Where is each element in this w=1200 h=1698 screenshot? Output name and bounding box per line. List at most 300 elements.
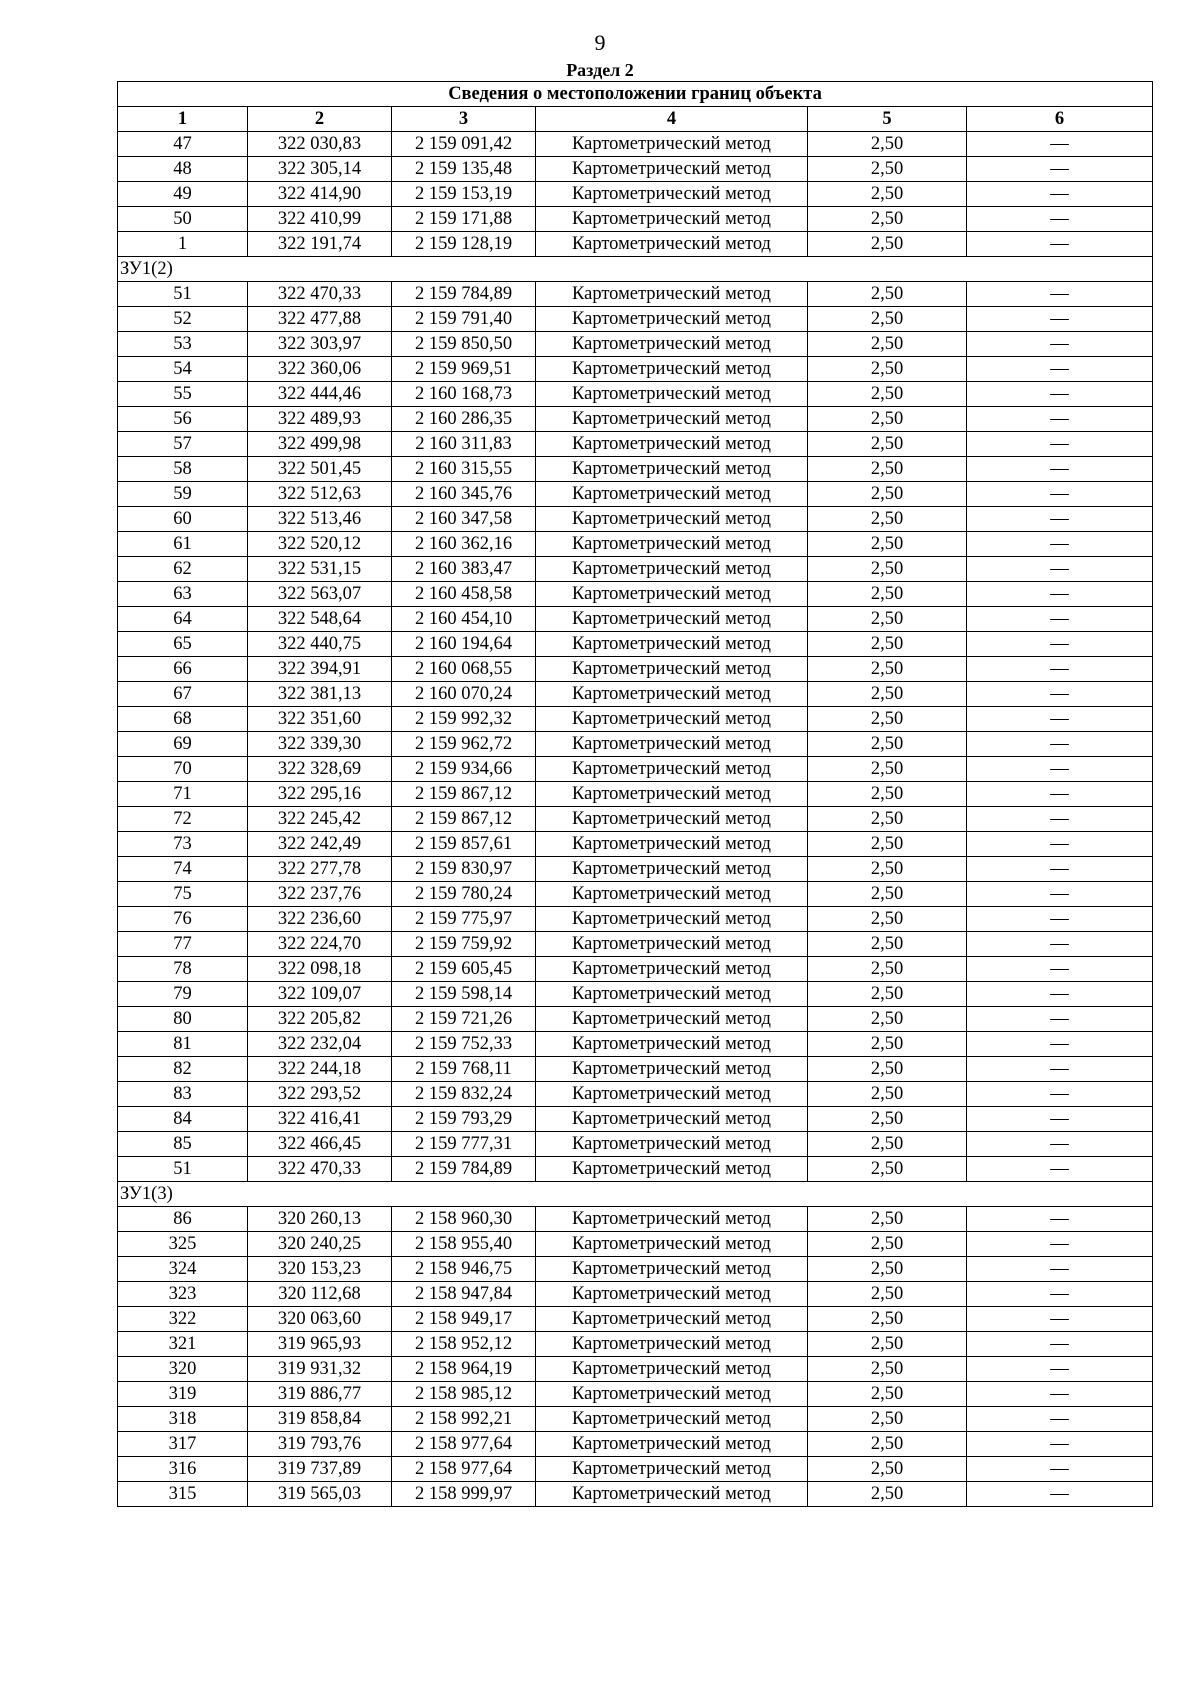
point-number-cell: 56 xyxy=(118,407,248,432)
x-coordinate-cell: 322 499,98 xyxy=(248,432,392,457)
table-row xyxy=(118,882,1153,907)
table-row xyxy=(118,482,1153,507)
x-coordinate-cell: 322 245,42 xyxy=(248,807,392,832)
y-coordinate-cell: 2 159 721,26 xyxy=(392,1007,536,1032)
x-coordinate-cell: 322 360,06 xyxy=(248,357,392,382)
point-number-cell: 57 xyxy=(118,432,248,457)
method-cell: Картометрический метод xyxy=(536,132,808,157)
column-header: 3 xyxy=(392,107,536,132)
point-number-cell: 83 xyxy=(118,1082,248,1107)
x-coordinate-cell: 322 477,88 xyxy=(248,307,392,332)
note-cell: — xyxy=(967,832,1153,857)
y-coordinate-cell: 2 159 135,48 xyxy=(392,157,536,182)
table-row xyxy=(118,757,1153,782)
table-row xyxy=(118,132,1153,157)
table-row xyxy=(118,907,1153,932)
point-number-cell: 69 xyxy=(118,732,248,757)
method-cell: Картометрический метод xyxy=(536,1257,808,1282)
method-cell: Картометрический метод xyxy=(536,182,808,207)
point-number-cell: 66 xyxy=(118,657,248,682)
point-number-cell: 80 xyxy=(118,1007,248,1032)
accuracy-cell: 2,50 xyxy=(808,707,967,732)
accuracy-cell: 2,50 xyxy=(808,457,967,482)
x-coordinate-cell: 320 112,68 xyxy=(248,1282,392,1307)
x-coordinate-cell: 322 191,74 xyxy=(248,232,392,257)
note-cell: — xyxy=(967,532,1153,557)
accuracy-cell: 2,50 xyxy=(808,482,967,507)
y-coordinate-cell: 2 159 867,12 xyxy=(392,782,536,807)
method-cell: Картометрический метод xyxy=(536,632,808,657)
note-cell: — xyxy=(967,132,1153,157)
point-number-cell: 316 xyxy=(118,1457,248,1482)
y-coordinate-cell: 2 160 315,55 xyxy=(392,457,536,482)
point-number-cell: 73 xyxy=(118,832,248,857)
y-coordinate-cell: 2 160 311,83 xyxy=(392,432,536,457)
note-cell: — xyxy=(967,657,1153,682)
table-row xyxy=(118,282,1153,307)
accuracy-cell: 2,50 xyxy=(808,332,967,357)
y-coordinate-cell: 2 159 784,89 xyxy=(392,1157,536,1182)
accuracy-cell: 2,50 xyxy=(808,282,967,307)
y-coordinate-cell: 2 158 955,40 xyxy=(392,1232,536,1257)
point-number-cell: 324 xyxy=(118,1257,248,1282)
y-coordinate-cell: 2 160 383,47 xyxy=(392,557,536,582)
method-cell: Картометрический метод xyxy=(536,1432,808,1457)
accuracy-cell: 2,50 xyxy=(808,382,967,407)
accuracy-cell: 2,50 xyxy=(808,582,967,607)
table-row xyxy=(118,657,1153,682)
method-cell: Картометрический метод xyxy=(536,157,808,182)
table-row xyxy=(118,957,1153,982)
method-cell: Картометрический метод xyxy=(536,1332,808,1357)
point-number-cell: 54 xyxy=(118,357,248,382)
accuracy-cell: 2,50 xyxy=(808,157,967,182)
y-coordinate-cell: 2 159 752,33 xyxy=(392,1032,536,1057)
method-cell: Картометрический метод xyxy=(536,407,808,432)
table-row xyxy=(118,457,1153,482)
accuracy-cell: 2,50 xyxy=(808,1107,967,1132)
note-cell: — xyxy=(967,857,1153,882)
y-coordinate-cell: 2 159 768,11 xyxy=(392,1057,536,1082)
method-cell: Картометрический метод xyxy=(536,807,808,832)
point-number-cell: 49 xyxy=(118,182,248,207)
y-coordinate-cell: 2 159 992,32 xyxy=(392,707,536,732)
point-number-cell: 82 xyxy=(118,1057,248,1082)
y-coordinate-cell: 2 158 960,30 xyxy=(392,1207,536,1232)
x-coordinate-cell: 322 444,46 xyxy=(248,382,392,407)
table-row xyxy=(118,1157,1153,1182)
x-coordinate-cell: 322 351,60 xyxy=(248,707,392,732)
y-coordinate-cell: 2 160 362,16 xyxy=(392,532,536,557)
x-coordinate-cell: 322 381,13 xyxy=(248,682,392,707)
table-caption: Сведения о местоположении границ объекта xyxy=(118,82,1153,107)
accuracy-cell: 2,50 xyxy=(808,507,967,532)
x-coordinate-cell: 322 416,41 xyxy=(248,1107,392,1132)
accuracy-cell: 2,50 xyxy=(808,407,967,432)
accuracy-cell: 2,50 xyxy=(808,357,967,382)
table-caption-row xyxy=(118,82,1153,107)
y-coordinate-cell: 2 158 977,64 xyxy=(392,1457,536,1482)
y-coordinate-cell: 2 160 347,58 xyxy=(392,507,536,532)
table-row xyxy=(118,1482,1153,1507)
accuracy-cell: 2,50 xyxy=(808,1257,967,1282)
point-number-cell: 86 xyxy=(118,1207,248,1232)
point-number-cell: 318 xyxy=(118,1407,248,1432)
point-number-cell: 74 xyxy=(118,857,248,882)
accuracy-cell: 2,50 xyxy=(808,1457,967,1482)
table-row xyxy=(118,807,1153,832)
point-number-cell: 76 xyxy=(118,907,248,932)
point-number-cell: 81 xyxy=(118,1032,248,1057)
note-cell: — xyxy=(967,732,1153,757)
point-number-cell: 79 xyxy=(118,982,248,1007)
column-header: 6 xyxy=(967,107,1153,132)
y-coordinate-cell: 2 159 867,12 xyxy=(392,807,536,832)
y-coordinate-cell: 2 159 857,61 xyxy=(392,832,536,857)
note-cell: — xyxy=(967,1207,1153,1232)
table-row xyxy=(118,1257,1153,1282)
section-title: Раздел 2 xyxy=(566,60,634,80)
accuracy-cell: 2,50 xyxy=(808,1432,967,1457)
method-cell: Картометрический метод xyxy=(536,832,808,857)
note-cell: — xyxy=(967,207,1153,232)
point-number-cell: 319 xyxy=(118,1382,248,1407)
table-row xyxy=(118,332,1153,357)
method-cell: Картометрический метод xyxy=(536,857,808,882)
table-row xyxy=(118,1032,1153,1057)
accuracy-cell: 2,50 xyxy=(808,782,967,807)
point-number-cell: 67 xyxy=(118,682,248,707)
y-coordinate-cell: 2 159 962,72 xyxy=(392,732,536,757)
y-coordinate-cell: 2 159 153,19 xyxy=(392,182,536,207)
note-cell: — xyxy=(967,632,1153,657)
x-coordinate-cell: 322 410,99 xyxy=(248,207,392,232)
method-cell: Картометрический метод xyxy=(536,932,808,957)
note-cell: — xyxy=(967,1482,1153,1507)
y-coordinate-cell: 2 159 791,40 xyxy=(392,307,536,332)
table-row xyxy=(118,307,1153,332)
table-row xyxy=(118,1407,1153,1432)
y-coordinate-cell: 2 159 775,97 xyxy=(392,907,536,932)
x-coordinate-cell: 322 236,60 xyxy=(248,907,392,932)
point-number-cell: 58 xyxy=(118,457,248,482)
table-row xyxy=(118,1207,1153,1232)
note-cell: — xyxy=(967,1357,1153,1382)
point-number-cell: 55 xyxy=(118,382,248,407)
y-coordinate-cell: 2 160 345,76 xyxy=(392,482,536,507)
accuracy-cell: 2,50 xyxy=(808,132,967,157)
y-coordinate-cell: 2 159 830,97 xyxy=(392,857,536,882)
y-coordinate-cell: 2 160 458,58 xyxy=(392,582,536,607)
x-coordinate-cell: 322 224,70 xyxy=(248,932,392,957)
x-coordinate-cell: 319 931,32 xyxy=(248,1357,392,1382)
x-coordinate-cell: 322 303,97 xyxy=(248,332,392,357)
method-cell: Картометрический метод xyxy=(536,582,808,607)
y-coordinate-cell: 2 159 969,51 xyxy=(392,357,536,382)
note-cell: — xyxy=(967,782,1153,807)
method-cell: Картометрический метод xyxy=(536,1232,808,1257)
table-row xyxy=(118,707,1153,732)
accuracy-cell: 2,50 xyxy=(808,1382,967,1407)
point-number-cell: 59 xyxy=(118,482,248,507)
y-coordinate-cell: 2 159 605,45 xyxy=(392,957,536,982)
method-cell: Картометрический метод xyxy=(536,732,808,757)
method-cell: Картометрический метод xyxy=(536,1407,808,1432)
note-cell: — xyxy=(967,232,1153,257)
y-coordinate-cell: 2 159 934,66 xyxy=(392,757,536,782)
table-row xyxy=(118,1357,1153,1382)
note-cell: — xyxy=(967,507,1153,532)
note-cell: — xyxy=(967,582,1153,607)
point-number-cell: 70 xyxy=(118,757,248,782)
y-coordinate-cell: 2 158 992,21 xyxy=(392,1407,536,1432)
y-coordinate-cell: 2 159 780,24 xyxy=(392,882,536,907)
point-number-cell: 1 xyxy=(118,232,248,257)
accuracy-cell: 2,50 xyxy=(808,1232,967,1257)
note-cell: — xyxy=(967,182,1153,207)
method-cell: Картометрический метод xyxy=(536,432,808,457)
point-number-cell: 64 xyxy=(118,607,248,632)
note-cell: — xyxy=(967,932,1153,957)
point-number-cell: 78 xyxy=(118,957,248,982)
method-cell: Картометрический метод xyxy=(536,957,808,982)
y-coordinate-cell: 2 158 985,12 xyxy=(392,1382,536,1407)
x-coordinate-cell: 320 153,23 xyxy=(248,1257,392,1282)
note-cell: — xyxy=(967,682,1153,707)
note-cell: — xyxy=(967,1057,1153,1082)
accuracy-cell: 2,50 xyxy=(808,757,967,782)
method-cell: Картометрический метод xyxy=(536,1207,808,1232)
x-coordinate-cell: 322 531,15 xyxy=(248,557,392,582)
method-cell: Картометрический метод xyxy=(536,557,808,582)
table-body xyxy=(118,132,1153,1507)
note-cell: — xyxy=(967,1007,1153,1032)
table-row xyxy=(118,1232,1153,1257)
note-cell: — xyxy=(967,757,1153,782)
accuracy-cell: 2,50 xyxy=(808,1482,967,1507)
x-coordinate-cell: 320 063,60 xyxy=(248,1307,392,1332)
accuracy-cell: 2,50 xyxy=(808,432,967,457)
x-coordinate-cell: 319 858,84 xyxy=(248,1407,392,1432)
table-row xyxy=(118,582,1153,607)
x-coordinate-cell: 320 260,13 xyxy=(248,1207,392,1232)
note-cell: — xyxy=(967,1157,1153,1182)
x-coordinate-cell: 322 414,90 xyxy=(248,182,392,207)
point-number-cell: 50 xyxy=(118,207,248,232)
y-coordinate-cell: 2 158 947,84 xyxy=(392,1282,536,1307)
column-header: 2 xyxy=(248,107,392,132)
note-cell: — xyxy=(967,957,1153,982)
table-row xyxy=(118,1107,1153,1132)
note-cell: — xyxy=(967,282,1153,307)
method-cell: Картометрический метод xyxy=(536,232,808,257)
note-cell: — xyxy=(967,1432,1153,1457)
method-cell: Картометрический метод xyxy=(536,207,808,232)
note-cell: — xyxy=(967,1332,1153,1357)
table-row xyxy=(118,182,1153,207)
table-row xyxy=(118,557,1153,582)
x-coordinate-cell: 322 030,83 xyxy=(248,132,392,157)
note-cell: — xyxy=(967,1082,1153,1107)
point-number-cell: 51 xyxy=(118,282,248,307)
accuracy-cell: 2,50 xyxy=(808,1082,967,1107)
column-header: 5 xyxy=(808,107,967,132)
y-coordinate-cell: 2 158 964,19 xyxy=(392,1357,536,1382)
x-coordinate-cell: 322 305,14 xyxy=(248,157,392,182)
method-cell: Картометрический метод xyxy=(536,457,808,482)
note-cell: — xyxy=(967,1382,1153,1407)
method-cell: Картометрический метод xyxy=(536,1132,808,1157)
method-cell: Картометрический метод xyxy=(536,482,808,507)
table-row xyxy=(118,632,1153,657)
y-coordinate-cell: 2 160 168,73 xyxy=(392,382,536,407)
table-row xyxy=(118,407,1153,432)
method-cell: Картометрический метод xyxy=(536,707,808,732)
table-row xyxy=(118,932,1153,957)
accuracy-cell: 2,50 xyxy=(808,1157,967,1182)
accuracy-cell: 2,50 xyxy=(808,1282,967,1307)
point-number-cell: 60 xyxy=(118,507,248,532)
accuracy-cell: 2,50 xyxy=(808,907,967,932)
accuracy-cell: 2,50 xyxy=(808,1207,967,1232)
point-number-cell: 72 xyxy=(118,807,248,832)
table-row xyxy=(118,432,1153,457)
point-number-cell: 62 xyxy=(118,557,248,582)
accuracy-cell: 2,50 xyxy=(808,1132,967,1157)
note-cell: — xyxy=(967,1407,1153,1432)
method-cell: Картометрический метод xyxy=(536,507,808,532)
accuracy-cell: 2,50 xyxy=(808,1357,967,1382)
accuracy-cell: 2,50 xyxy=(808,182,967,207)
x-coordinate-cell: 322 520,12 xyxy=(248,532,392,557)
table-row xyxy=(118,732,1153,757)
method-cell: Картометрический метод xyxy=(536,907,808,932)
accuracy-cell: 2,50 xyxy=(808,232,967,257)
parcel-group-label: ЗУ1(2) xyxy=(118,257,1153,282)
column-header: 4 xyxy=(536,107,808,132)
y-coordinate-cell: 2 159 091,42 xyxy=(392,132,536,157)
x-coordinate-cell: 319 886,77 xyxy=(248,1382,392,1407)
x-coordinate-cell: 322 470,33 xyxy=(248,1157,392,1182)
note-cell: — xyxy=(967,382,1153,407)
method-cell: Картометрический метод xyxy=(536,307,808,332)
x-coordinate-cell: 319 565,03 xyxy=(248,1482,392,1507)
accuracy-cell: 2,50 xyxy=(808,882,967,907)
accuracy-cell: 2,50 xyxy=(808,1057,967,1082)
method-cell: Картометрический метод xyxy=(536,1057,808,1082)
method-cell: Картометрический метод xyxy=(536,382,808,407)
note-cell: — xyxy=(967,407,1153,432)
note-cell: — xyxy=(967,982,1153,1007)
table-row xyxy=(118,982,1153,1007)
x-coordinate-cell: 322 232,04 xyxy=(248,1032,392,1057)
y-coordinate-cell: 2 159 759,92 xyxy=(392,932,536,957)
parcel-group-row xyxy=(118,1182,1153,1207)
x-coordinate-cell: 320 240,25 xyxy=(248,1232,392,1257)
note-cell: — xyxy=(967,807,1153,832)
method-cell: Картометрический метод xyxy=(536,757,808,782)
y-coordinate-cell: 2 159 784,89 xyxy=(392,282,536,307)
note-cell: — xyxy=(967,157,1153,182)
note-cell: — xyxy=(967,557,1153,582)
x-coordinate-cell: 319 965,93 xyxy=(248,1332,392,1357)
table-row xyxy=(118,1307,1153,1332)
table-row xyxy=(118,157,1153,182)
point-number-cell: 320 xyxy=(118,1357,248,1382)
method-cell: Картометрический метод xyxy=(536,1082,808,1107)
accuracy-cell: 2,50 xyxy=(808,832,967,857)
y-coordinate-cell: 2 159 850,50 xyxy=(392,332,536,357)
method-cell: Картометрический метод xyxy=(536,1007,808,1032)
x-coordinate-cell: 322 237,76 xyxy=(248,882,392,907)
x-coordinate-cell: 322 244,18 xyxy=(248,1057,392,1082)
x-coordinate-cell: 322 470,33 xyxy=(248,282,392,307)
accuracy-cell: 2,50 xyxy=(808,532,967,557)
y-coordinate-cell: 2 158 977,64 xyxy=(392,1432,536,1457)
table-row xyxy=(118,207,1153,232)
point-number-cell: 53 xyxy=(118,332,248,357)
x-coordinate-cell: 322 394,91 xyxy=(248,657,392,682)
point-number-cell: 85 xyxy=(118,1132,248,1157)
y-coordinate-cell: 2 160 286,35 xyxy=(392,407,536,432)
table-row xyxy=(118,1382,1153,1407)
x-coordinate-cell: 322 293,52 xyxy=(248,1082,392,1107)
table-row xyxy=(118,232,1153,257)
method-cell: Картометрический метод xyxy=(536,782,808,807)
note-cell: — xyxy=(967,1257,1153,1282)
accuracy-cell: 2,50 xyxy=(808,607,967,632)
point-number-cell: 48 xyxy=(118,157,248,182)
x-coordinate-cell: 322 563,07 xyxy=(248,582,392,607)
table-row xyxy=(118,1282,1153,1307)
method-cell: Картометрический метод xyxy=(536,982,808,1007)
accuracy-cell: 2,50 xyxy=(808,1407,967,1432)
table-row xyxy=(118,357,1153,382)
point-number-cell: 63 xyxy=(118,582,248,607)
accuracy-cell: 2,50 xyxy=(808,807,967,832)
point-number-cell: 77 xyxy=(118,932,248,957)
parcel-group-label: ЗУ1(3) xyxy=(118,1182,1153,1207)
note-cell: — xyxy=(967,1282,1153,1307)
note-cell: — xyxy=(967,432,1153,457)
note-cell: — xyxy=(967,1307,1153,1332)
x-coordinate-cell: 322 277,78 xyxy=(248,857,392,882)
point-number-cell: 47 xyxy=(118,132,248,157)
column-header: 1 xyxy=(118,107,248,132)
table-row xyxy=(118,532,1153,557)
note-cell: — xyxy=(967,1132,1153,1157)
note-cell: — xyxy=(967,607,1153,632)
y-coordinate-cell: 2 158 949,17 xyxy=(392,1307,536,1332)
page-number: 9 xyxy=(594,30,606,55)
note-cell: — xyxy=(967,1107,1153,1132)
note-cell: — xyxy=(967,1032,1153,1057)
table-row xyxy=(118,1057,1153,1082)
table-row xyxy=(118,607,1153,632)
y-coordinate-cell: 2 160 454,10 xyxy=(392,607,536,632)
x-coordinate-cell: 322 501,45 xyxy=(248,457,392,482)
accuracy-cell: 2,50 xyxy=(808,957,967,982)
x-coordinate-cell: 319 793,76 xyxy=(248,1432,392,1457)
point-number-cell: 61 xyxy=(118,532,248,557)
accuracy-cell: 2,50 xyxy=(808,1032,967,1057)
x-coordinate-cell: 322 328,69 xyxy=(248,757,392,782)
y-coordinate-cell: 2 160 070,24 xyxy=(392,682,536,707)
point-number-cell: 322 xyxy=(118,1307,248,1332)
method-cell: Картометрический метод xyxy=(536,357,808,382)
accuracy-cell: 2,50 xyxy=(808,857,967,882)
point-number-cell: 84 xyxy=(118,1107,248,1132)
